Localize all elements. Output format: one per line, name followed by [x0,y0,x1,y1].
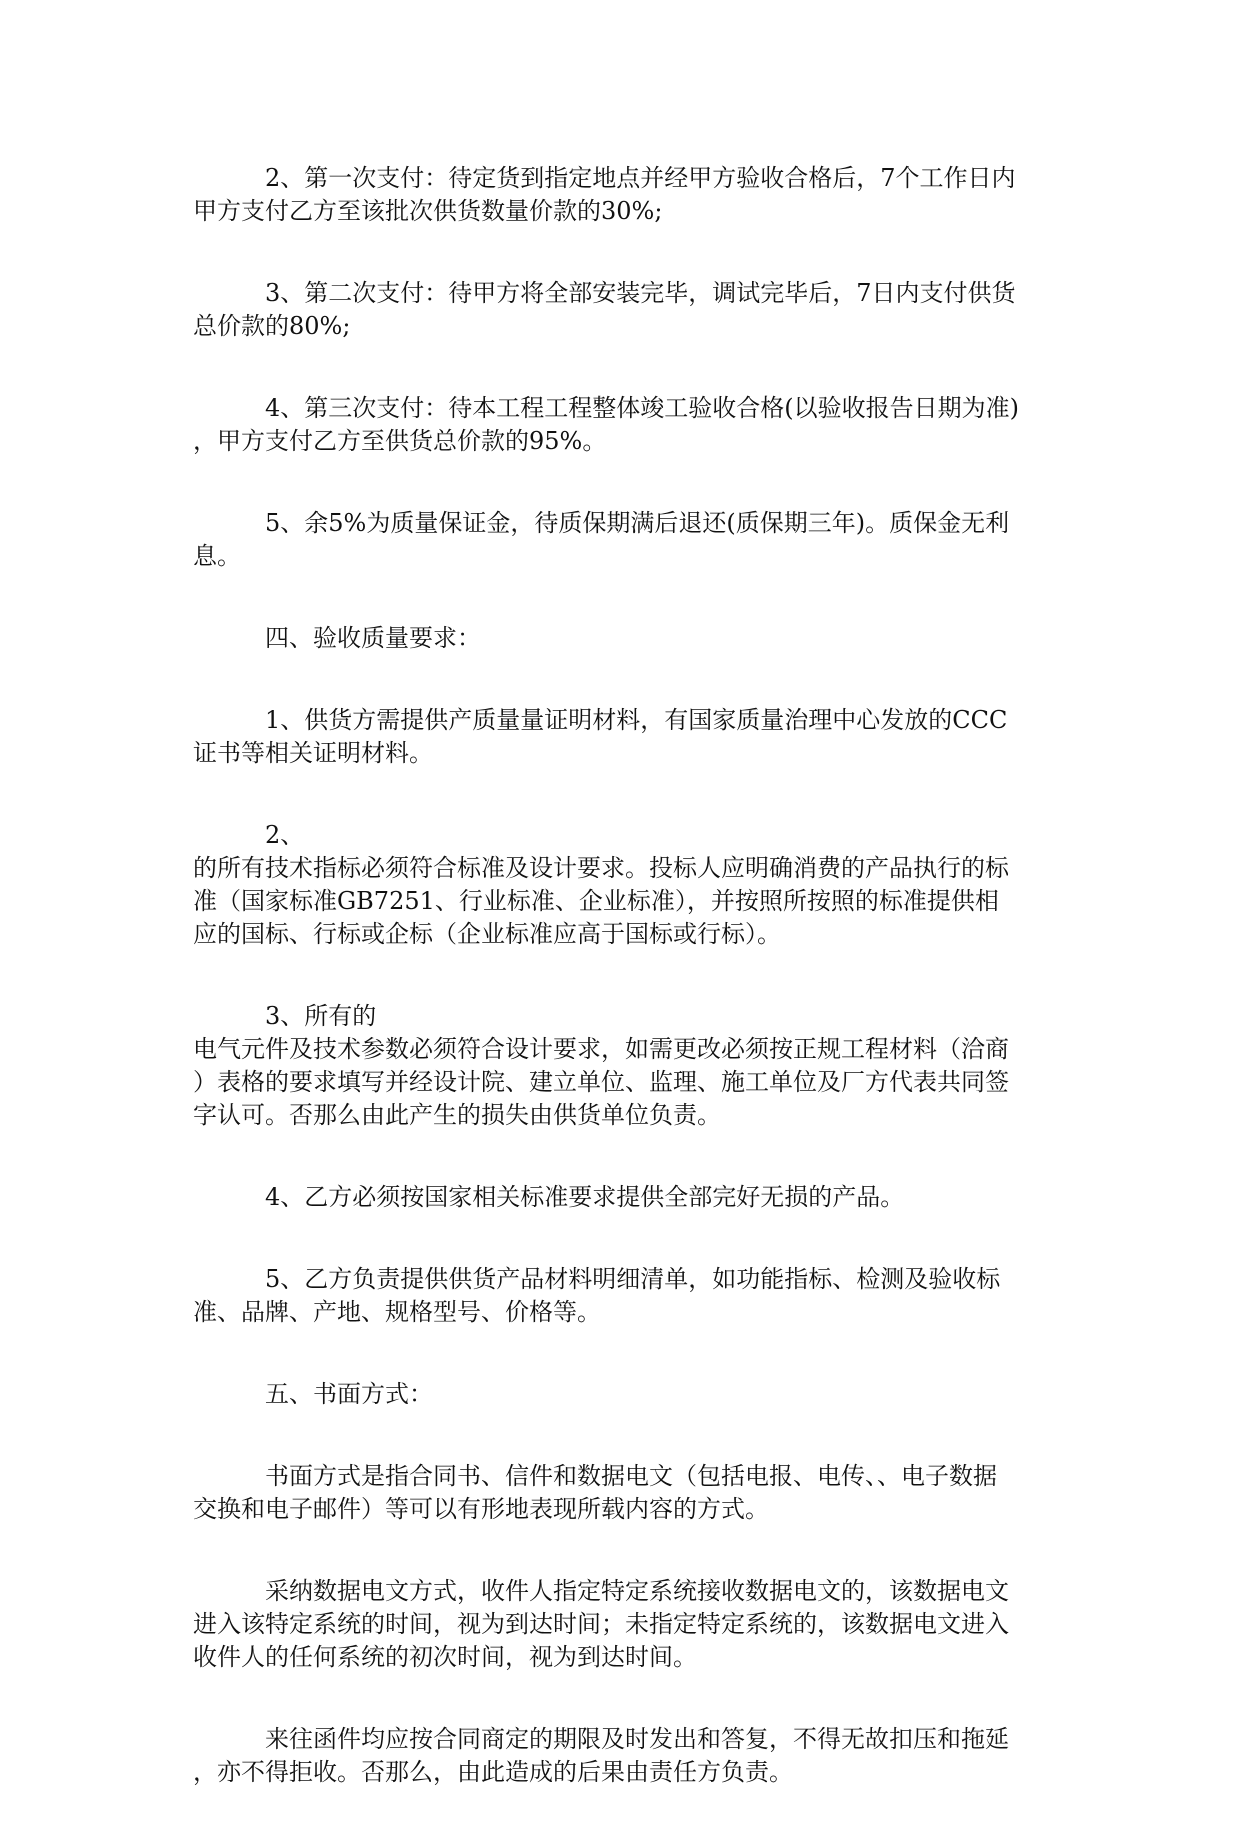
paragraph-acceptance-1 [193,704,1049,770]
paragraph-line: 应的国标、行标或企标（企业标准应高于国标或行标）。 [193,920,781,948]
paragraph-line: 的所有技术指标必须符合标准及设计要求。投标人应明确消费的产品执行的标 [193,854,1009,882]
paragraph-line: 3、所有的 [265,1002,377,1030]
paragraph-line: 2、 [265,821,305,849]
paragraph-line: 4、第三次支付：待本工程工程整体竣工验收合格(以验收报告日期为准) [265,394,1019,422]
paragraph-written-form-2 [193,1575,1049,1674]
paragraph-written-form-3 [193,1723,1049,1789]
section-heading-acceptance [193,622,1049,655]
document-body [193,162,1049,1838]
paragraph-acceptance-5 [193,1263,1049,1329]
paragraph-line: 准、品牌、产地、规格型号、价格等。 [193,1298,601,1326]
paragraph-written-form-1 [193,1460,1049,1526]
paragraph-line: ）表格的要求填写并经设计院、建立单位、监理、施工单位及厂方代表共同签 [193,1068,1009,1096]
paragraph-line: 2、第一次支付：待定货到指定地点并经甲方验收合格后，7个工作日内 [265,164,1016,192]
section-heading-written-form [193,1378,1049,1411]
section-heading: 五、书面方式： [265,1380,433,1408]
paragraph-line: 3、第二次支付：待甲方将全部安装完毕，调试完毕后，7日内支付供货 [265,279,1016,307]
paragraph-line: 总价款的80%; [193,312,351,340]
paragraph-line: 进入该特定系统的时间，视为到达时间；未指定特定系统的，该数据电文进入 [193,1610,1009,1638]
paragraph-line: 字认可。否那么由此产生的损失由供货单位负责。 [193,1101,721,1129]
paragraph-line: 书面方式是指合同书、信件和数据电文（包括电报、电传、、电子数据 [265,1462,997,1490]
paragraph-payment-2 [193,162,1049,228]
paragraph-line: 采纳数据电文方式，收件人指定特定系统接收数据电文的，该数据电文 [265,1577,1009,1605]
paragraph-line: 电气元件及技术参数必须符合设计要求，如需更改必须按正规工程材料（洽商 [193,1035,1009,1063]
paragraph-payment-4 [193,392,1049,458]
paragraph-line: 5、乙方负责提供供货产品材料明细清单，如功能指标、检测及验收标 [265,1265,1001,1293]
paragraph-line: 来往函件均应按合同商定的期限及时发出和答复，不得无故扣压和拖延 [265,1725,1009,1753]
paragraph-acceptance-2 [193,819,1049,951]
paragraph-line: 准（国家标准GB7251、行业标准、企业标准），并按照所按照的标准提供相 [193,887,999,915]
paragraph-line: 1、供货方需提供产质量量证明材料，有国家质量治理中心发放的CCC [265,706,1008,734]
paragraph-line: 5、余5%为质量保证金，待质保期满后退还(质保期三年)。质保金无利 [265,509,1010,537]
paragraph-line: 甲方支付乙方至该批次供货数量价款的30%; [193,197,663,225]
paragraph-line: 证书等相关证明材料。 [193,739,433,767]
paragraph-line: 收件人的任何系统的初次时间，视为到达时间。 [193,1643,697,1671]
section-heading: 四、验收质量要求： [265,624,481,652]
paragraph-payment-3 [193,277,1049,343]
paragraph-line: ，亦不得拒收。否那么，由此造成的后果由责任方负责。 [193,1758,793,1786]
paragraph-acceptance-4 [193,1181,1049,1214]
paragraph-line: ，甲方支付乙方至供货总价款的95%。 [193,427,607,455]
paragraph-acceptance-3 [193,1000,1049,1132]
paragraph-line: 4、乙方必须按国家相关标准要求提供全部完好无损的产品。 [265,1183,905,1211]
paragraph-payment-5 [193,507,1049,573]
paragraph-line: 息。 [193,542,241,570]
paragraph-line: 交换和电子邮件）等可以有形地表现所载内容的方式。 [193,1495,769,1523]
